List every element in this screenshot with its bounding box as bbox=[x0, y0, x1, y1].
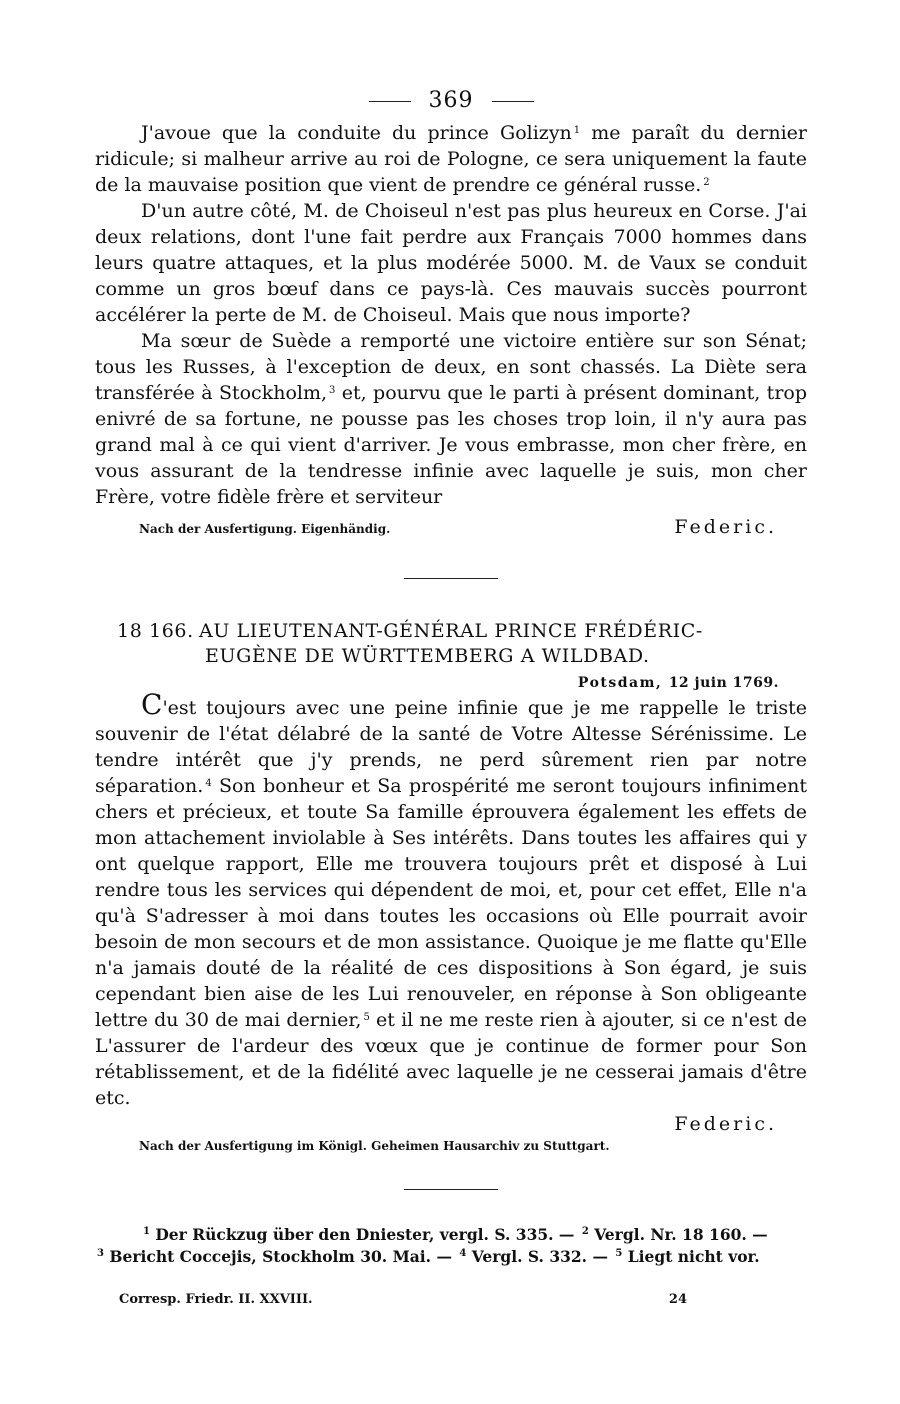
footnotes bbox=[95, 1224, 807, 1268]
letter2-number: 18 166. bbox=[117, 620, 194, 642]
letter2-title-line1: AU LIEUTENANT-GÉNÉRAL PRINCE FRÉDÉRIC- bbox=[199, 620, 703, 642]
letter2-place-date bbox=[95, 671, 807, 695]
footer-signature-mark: 24 bbox=[668, 1292, 687, 1307]
footnote-ref-3: 3 bbox=[329, 385, 336, 396]
header-dash-right bbox=[492, 101, 534, 102]
letter1-closing bbox=[95, 516, 807, 538]
page-header bbox=[95, 84, 807, 118]
page-number: 369 bbox=[428, 88, 474, 113]
letter2-heading bbox=[95, 619, 807, 669]
footnote-line-1: $^1$ Der Rückzug über den Dniester, vergl. S. 335. — $^2$ Vergl. Nr. 18 160. — bbox=[143, 1225, 768, 1244]
letter2-body: C'est toujours avec une peine infinie que je me rappelle le triste souvenir de l'état délabré de la santé de Votre Altesse Sérénissime. Le tendre intérêt que j'y prends, ne perd sûrement rien par notre séparation. $^4$ Son bonheur et Sa prospérité me seront toujours infiniment chers et précieux, et toute Sa famille éprouvera également les effets de mon attachement inviolable à Ses intérêts. Dans toutes les affaires qui y ont quelque rapport, Elle me trouvera toujours prêt et disposé à Lui rendre tous les services qui dépendent de moi, et, pour cet effet, Elle n'a qu'à S'adresser à moi dans toutes les occasions où Elle pourrait avoir besoin de mon secours et de mon assistance. Quoique je me flatte qu'Elle n'a jamais douté de la réalité de ces dispositions à Son égard, je suis cependant bien aise de les Lui renouveler, en réponse à Son obligeante lettre du 30 de mai dernier, $^5$ et il ne me reste rien à ajouter, si ce n'est de L'assurer de l'ardeur des vœux que je continue de former pour Son rétablissement, et de la fidélité avec laquelle je ne cesserai jamais d'être etc. bbox=[95, 688, 807, 1109]
footnote-line-2: $^3$ Bericht Coccejis, Stockholm 30. Mai. — $^4$ Vergl. S. 332. — $^5$ Liegt nicht vor. bbox=[97, 1247, 760, 1266]
letter2-signature: Federic. bbox=[674, 1113, 777, 1135]
section-divider bbox=[404, 578, 498, 579]
letter2-source-note: Nach der Ausfertigung im Königl. Geheimen Hausarchiv zu Stuttgart. bbox=[139, 1139, 610, 1153]
letter2-title-line2: EUGÈNE DE WÜRTTEMBERG A WILDBAD. bbox=[205, 645, 650, 667]
letter2-place: Potsdam, bbox=[577, 675, 663, 691]
letter2-initial: C bbox=[141, 688, 163, 721]
document-page bbox=[95, 84, 807, 1307]
footnote-ref-2: 2 bbox=[703, 177, 710, 188]
letter1-paragraph-2: D'un autre côté, M. de Choiseul n'est pas plus heureux en Corse. J'ai deux relations, dont l'une fait perdre aux Français 7000 hommes dans leurs quatre attaques, et la plus modérée 5000. M. de Vaux se conduit comme un gros bœuf dans ce pays-là. Ces mauvais succès pourront accélérer la perte de M. de Choiseul. Mais que nous importe? bbox=[95, 200, 807, 326]
footnote-ref-1: 1 bbox=[573, 125, 581, 136]
letter1-source-note: Nach der Ausfertigung. Eigenhändig. bbox=[139, 522, 391, 536]
footnote-ref-4: 4 bbox=[205, 778, 212, 789]
letter1-paragraph-3: Ma sœur de Suède a remporté une victoire entière sur son Sénat; tous les Russes, à l'exception de deux, en sont chassés. La Diète sera transférée à Stockholm, $^3$ et, pourvu que le parti à présent dominant, trop enivré de sa fortune, ne pousse pas les choses trop loin, il n'y aura pas grand mal à ce qui vient d'arriver. Je vous embrasse, mon cher frère, en vous assurant de la tendresse infinie avec laquelle je suis, mon cher Frère, votre fidèle frère et serviteur bbox=[95, 330, 807, 508]
footnote-ref-5: 5 bbox=[363, 1012, 370, 1023]
letter1-paragraph-1: J'avoue que la conduite du prince Golizyn $^1$ me paraît du dernier ridicule; si malheur arrive au roi de Pologne, ce sera uniquement la faute de la mauvaise position que vient de prendre ce général russe. $^2$ bbox=[95, 122, 808, 196]
page-footer bbox=[95, 1292, 807, 1307]
footer-series-title: Corresp. Friedr. II. XXVIII. bbox=[119, 1292, 313, 1307]
letter2-date: 12 juin 1769. bbox=[668, 675, 779, 691]
header-dash-left bbox=[369, 101, 411, 102]
letter2-closing bbox=[95, 1113, 807, 1135]
footnote-divider bbox=[404, 1189, 498, 1190]
letter1-signature: Federic. bbox=[674, 516, 777, 538]
